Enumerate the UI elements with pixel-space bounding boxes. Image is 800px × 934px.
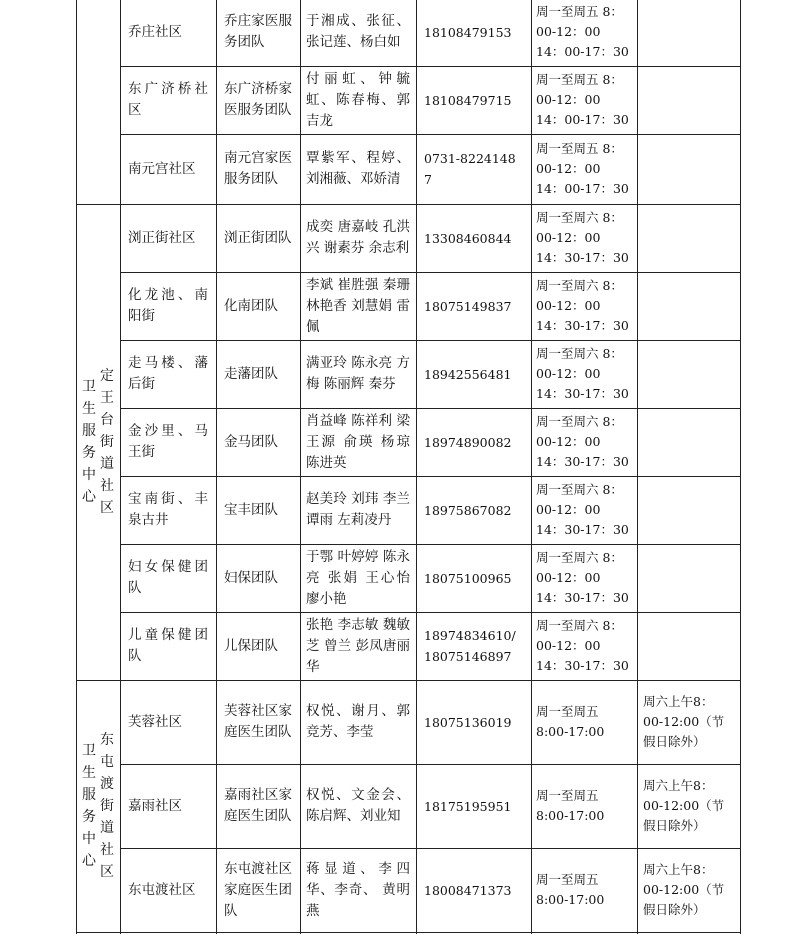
- hours-text: 周一至周五 8:00-17:00: [536, 872, 605, 907]
- team-text: 东广济桥家医服务团队: [224, 81, 292, 118]
- cell-phone: [416, 66, 531, 134]
- members-text: 成奕 唐嘉岐 孔洪兴 谢素芬 余志利: [306, 219, 410, 256]
- members-text: 覃紫军、程婷、刘湘薇、邓娇清: [306, 150, 410, 187]
- cell-note: [637, 544, 740, 612]
- cell-hours: [531, 134, 637, 204]
- cell-phone: [416, 612, 531, 680]
- cell-phone: [416, 340, 531, 408]
- cell-members: [300, 680, 416, 764]
- members-text: 张艳 李志敏 魏敏芝 曾兰 彭凤唐丽华: [306, 616, 410, 675]
- cell-hours: [531, 476, 637, 544]
- column-border: [740, 0, 741, 934]
- hours-text: 周一至周五 8：00-12：00 14：00-17：30: [536, 72, 629, 127]
- cell-team: [216, 612, 300, 680]
- team-text: 浏正街团队: [224, 229, 292, 246]
- cell-community: [120, 680, 216, 764]
- cell-note: [637, 0, 740, 66]
- cell-hours: [531, 544, 637, 612]
- cell-hours: [531, 66, 637, 134]
- phone-text: 18974890082: [424, 434, 512, 450]
- team-text: 乔庄家医服务团队: [224, 13, 292, 50]
- cell-note: [637, 134, 740, 204]
- hours-text: 周一至周五 8:00-17:00: [536, 704, 605, 739]
- hours-text: 周一至周六 8：00-12：00 14：30-17：30: [536, 278, 629, 333]
- cell-note: [637, 680, 740, 764]
- members-text: 于鄂 叶婷婷 陈永亮 张娟 王心怡 廖小艳: [306, 548, 410, 607]
- cell-note: [637, 848, 740, 932]
- cell-members: [300, 476, 416, 544]
- community-text: 金沙里、马王街: [128, 423, 208, 460]
- hours-text: 周一至周六 8：00-12：00 14：30-17：30: [536, 346, 629, 401]
- cell-team: [216, 476, 300, 544]
- cell-hours: [531, 408, 637, 476]
- team-text: 芙蓉社区家庭医生团队: [224, 703, 292, 740]
- phone-text: 18108479715: [424, 92, 512, 108]
- cell-phone: [416, 0, 531, 66]
- cell-hours: [531, 0, 637, 66]
- cell-hours: [531, 680, 637, 764]
- cell-members: [300, 272, 416, 340]
- cell-hours: [531, 848, 637, 932]
- cell-team: [216, 680, 300, 764]
- hours-text: 周一至周五 8:00-17:00: [536, 788, 605, 823]
- cell-team: [216, 204, 300, 272]
- note-text: 周六上午8： 00-12:00（节假日除外）: [643, 694, 725, 749]
- cell-team: [216, 272, 300, 340]
- cell-members: [300, 612, 416, 680]
- cell-phone: [416, 204, 531, 272]
- team-text: 化南团队: [224, 297, 278, 314]
- community-text: 儿童保健团队: [128, 627, 208, 664]
- members-text: 满亚玲 陈永亮 方梅 陈丽辉 秦芬: [306, 355, 410, 392]
- phone-text: 18974834610/18075146897: [424, 628, 516, 664]
- cell-community: [120, 134, 216, 204]
- service-center-name: [76, 680, 120, 932]
- cell-members: [300, 204, 416, 272]
- cell-community: [120, 408, 216, 476]
- members-text: 赵美玲 刘玮 李兰 谭雨 左莉凌丹: [306, 491, 410, 528]
- cell-hours: [531, 204, 637, 272]
- cell-members: [300, 134, 416, 204]
- members-text: 于湘成、张征、张记莲、杨白如: [306, 13, 410, 50]
- cell-team: [216, 408, 300, 476]
- cell-phone: [416, 848, 531, 932]
- cell-team: [216, 544, 300, 612]
- cell-hours: [531, 612, 637, 680]
- hours-text: 周一至周六 8：00-12：00 14：30-17：30: [536, 414, 629, 469]
- community-text: 嘉雨社区: [128, 797, 182, 814]
- members-text: 李斌 崔胜强 秦珊 林艳香 刘慧娟 雷佩: [306, 276, 410, 335]
- community-text: 芙蓉社区: [128, 713, 182, 730]
- hours-text: 周一至周六 8：00-12：00 14：30-17：30: [536, 618, 629, 673]
- hours-text: 周一至周五 8：00-12：00 14：00-17：30: [536, 141, 629, 196]
- community-text: 东广济桥社区: [128, 81, 208, 118]
- cell-hours: [531, 764, 637, 848]
- hours-text: 周一至周六 8：00-12：00 14：30-17：30: [536, 482, 629, 537]
- community-text: 妇女保健团队: [128, 559, 208, 596]
- phone-text: 18075136019: [424, 714, 512, 730]
- hours-text: 周一至周六 8：00-12：00 14：30-17：30: [536, 210, 629, 265]
- cell-members: [300, 408, 416, 476]
- phone-text: 13308460844: [424, 230, 512, 246]
- cell-note: [637, 764, 740, 848]
- phone-text: 18975867082: [424, 502, 512, 518]
- team-text: 南元宫家医服务团队: [224, 150, 292, 187]
- cell-phone: [416, 764, 531, 848]
- community-text: 走马楼、藩后街: [128, 355, 208, 392]
- cell-note: [637, 272, 740, 340]
- cell-hours: [531, 340, 637, 408]
- cell-members: [300, 0, 416, 66]
- community-text: 宝南街、丰泉古井: [128, 491, 208, 528]
- cell-phone: [416, 272, 531, 340]
- team-text: 儿保团队: [224, 637, 278, 654]
- cell-community: [120, 272, 216, 340]
- phone-text: 18108479153: [424, 24, 512, 40]
- cell-community: [120, 204, 216, 272]
- cell-members: [300, 764, 416, 848]
- phone-text: 18075100965: [424, 570, 512, 586]
- cell-phone: [416, 134, 531, 204]
- cell-team: [216, 764, 300, 848]
- service-center-column: 卫生服务中心: [82, 379, 96, 505]
- note-text: 周六上午8： 00-12:00（节假日除外）: [643, 778, 725, 833]
- team-text: 走藩团队: [224, 365, 278, 382]
- cell-team: [216, 66, 300, 134]
- cell-members: [300, 340, 416, 408]
- team-text: 宝丰团队: [224, 501, 278, 518]
- community-text: 浏正街社区: [128, 229, 196, 246]
- team-text: 东屯渡社区家庭医生团队: [224, 860, 292, 919]
- members-text: 权悦、文金会、陈启辉、刘业知: [306, 787, 410, 824]
- cell-community: [120, 66, 216, 134]
- team-table: [76, 0, 740, 934]
- team-text: 金马团队: [224, 433, 278, 450]
- cell-phone: [416, 544, 531, 612]
- community-text: 化龙池、南阳街: [128, 287, 208, 324]
- service-center-column: 东屯渡街道社区: [100, 732, 114, 880]
- cell-community: [120, 544, 216, 612]
- cell-team: [216, 0, 300, 66]
- community-text: 乔庄社区: [128, 23, 182, 40]
- cell-note: [637, 476, 740, 544]
- team-text: 妇保团队: [224, 569, 278, 586]
- cell-team: [216, 848, 300, 932]
- community-text: 南元宫社区: [128, 160, 196, 177]
- cell-phone: [416, 476, 531, 544]
- cell-phone: [416, 408, 531, 476]
- cell-community: [120, 0, 216, 66]
- cell-note: [637, 66, 740, 134]
- cell-community: [120, 476, 216, 544]
- cell-members: [300, 66, 416, 134]
- members-text: 权悦、谢月、郭竞芳、李莹: [306, 703, 410, 740]
- phone-text: 18942556481: [424, 366, 512, 382]
- phone-text: 18008471373: [424, 882, 512, 898]
- cell-members: [300, 544, 416, 612]
- cell-community: [120, 764, 216, 848]
- cell-community: [120, 340, 216, 408]
- cell-phone: [416, 680, 531, 764]
- cell-note: [637, 408, 740, 476]
- hours-text: 周一至周六 8：00-12：00 14：30-17：30: [536, 550, 629, 605]
- service-center-column: 定王台街道社区: [100, 368, 114, 516]
- phone-text: 0731-82241487: [424, 151, 516, 187]
- members-text: 肖益峰 陈祥利 梁王源 俞瑛 杨琼 陈进英: [306, 412, 410, 471]
- cell-note: [637, 204, 740, 272]
- note-text: 周六上午8： 00-12:00（节假日除外）: [643, 862, 725, 917]
- hours-text: 周一至周五 8：00-12：00 14：00-17：30: [536, 4, 629, 59]
- phone-text: 18175195951: [424, 798, 512, 814]
- team-text: 嘉雨社区家庭医生团队: [224, 787, 292, 824]
- cell-team: [216, 340, 300, 408]
- cell-community: [120, 848, 216, 932]
- community-text: 东屯渡社区: [128, 881, 196, 898]
- service-center-name: [76, 204, 120, 680]
- phone-text: 18075149837: [424, 298, 512, 314]
- cell-team: [216, 134, 300, 204]
- members-text: 付丽虹、钟毓虹、陈春梅、郭吉龙: [306, 70, 410, 129]
- cell-note: [637, 340, 740, 408]
- service-center-column: 卫生服务中心: [82, 743, 96, 869]
- row-border: [76, 932, 740, 933]
- cell-note: [637, 612, 740, 680]
- cell-members: [300, 848, 416, 932]
- cell-hours: [531, 272, 637, 340]
- cell-community: [120, 612, 216, 680]
- members-text: 蒋显道、李四华、李奇、 黄明燕: [306, 860, 410, 919]
